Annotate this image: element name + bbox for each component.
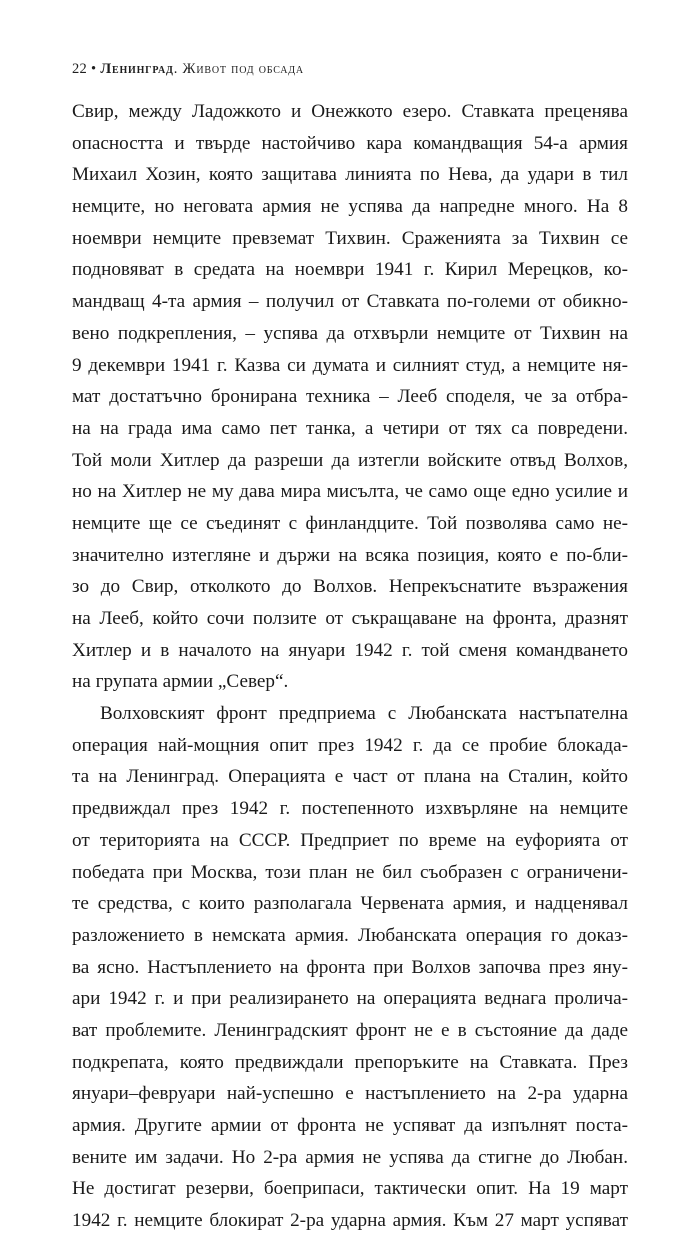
text-line: на Лееб, който сочи ползите от съкращаване на фронта, дразнят [72, 608, 628, 629]
text-line: но на Хитлер не му дава мира мисълта, че само още едно усилие и [72, 481, 628, 503]
text-line: та на Ленинград. Операцията е част от плана на Сталин, който [72, 766, 628, 788]
page-number: 22 [72, 61, 88, 77]
book-page [72, 58, 628, 1237]
text-line: Той моли Хитлер да разреши да изтегли войските отвъд Волхов, [72, 449, 628, 471]
body-text [72, 96, 628, 1237]
paragraph [72, 96, 628, 698]
text-line: мандващ 4-та армия – получил от Ставката по-големи от обикно- [72, 291, 628, 313]
text-line: от територията на СССР. Предприет по време на еуфорията от [72, 829, 628, 851]
text-line: армия. Другите армии от фронта не успяват да изпълнят поста- [72, 1115, 628, 1136]
text-line: те средства, с които разполагала Червената армия, и надценявал [72, 893, 628, 915]
book-title: Ленинград [100, 61, 174, 77]
text-line: подкрепата, която предвиждали препоръките на Ставката. През [72, 1051, 628, 1073]
text-line: мат достатъчно бронирана техника – Лееб споделя, че за отбра- [72, 386, 628, 408]
text-line: Не достигат резерви, боеприпаси, тактически опит. На 19 март [72, 1178, 628, 1200]
header-separator: • [91, 61, 97, 77]
text-line: ва ясно. Настъплението на фронта при Волхов започва през яну- [72, 956, 628, 978]
text-line: януари–февруари най-успешно е настъплението на 2-ра ударна [72, 1083, 628, 1105]
text-line: 1942 г. немците блокират 2-ра ударна армия. Към 27 март успяват [72, 1210, 628, 1232]
text-line: подновяват в средата на ноември 1941 г. Кирил Мерецков, ко- [72, 259, 628, 281]
text-line: Михаил Хозин, която защитава линията по Нева, да удари в тил [72, 164, 628, 186]
text-line: на на града има само пет танка, а четири от тях са повредени. [72, 417, 628, 439]
text-line: зо до Свир, отколкото до Волхов. Непрекъснатите възражения [72, 576, 628, 598]
text-line: вено подкрепления, – успява да отхвърли немците от Тихвин на [72, 322, 628, 344]
text-line: операция най-мощния опит през 1942 г. да се пробие блокада- [72, 734, 628, 756]
text-line: Хитлер и в началото на януари 1942 г. той сменя командването [72, 639, 628, 661]
text-line: немците, но неговата армия не успява да напредне много. На 8 [72, 196, 628, 218]
text-line: победата при Москва, този план не бил съобразен с ограничени- [72, 861, 628, 883]
text-line: разложението в немската армия. Любанската операция го доказ- [72, 924, 628, 946]
text-line: значително изтегляне и държи на всяка позиция, която е по-бли- [72, 544, 628, 566]
text-line: ари 1942 г. и при реализирането на операцията веднага пролича- [72, 988, 628, 1010]
text-line: предвиждал през 1942 г. постепенното изхвърляне на немците [72, 798, 628, 820]
text-line: 9 декември 1941 г. Казва си думата и силният студ, а немците ня- [72, 354, 628, 376]
text-line: немците ще се съединят с финландците. Той позволява само не- [72, 512, 628, 534]
text-line: Волховският фронт предприема с Любанската настъпателна [100, 703, 628, 725]
book-subtitle: . Живот под обсада [173, 61, 304, 77]
text-line: вените им задачи. Но 2-ра армия не успява да стигне до Любан. [72, 1146, 628, 1168]
text-line: ват проблемите. Ленинградският фронт не е в състояние да даде [72, 1019, 628, 1041]
running-head [72, 58, 628, 80]
text-line: Свир, между Ладожкото и Онежкото езеро. Ставката преценява [72, 101, 628, 122]
text-line: на групата армии „Север“. [72, 671, 289, 693]
text-line: ноември немците превземат Тихвин. Сраженията за Тихвин се [72, 227, 628, 249]
paragraph [72, 698, 628, 1237]
text-line: опасността и твърде настойчиво кара командващия 54-а армия [72, 132, 628, 154]
